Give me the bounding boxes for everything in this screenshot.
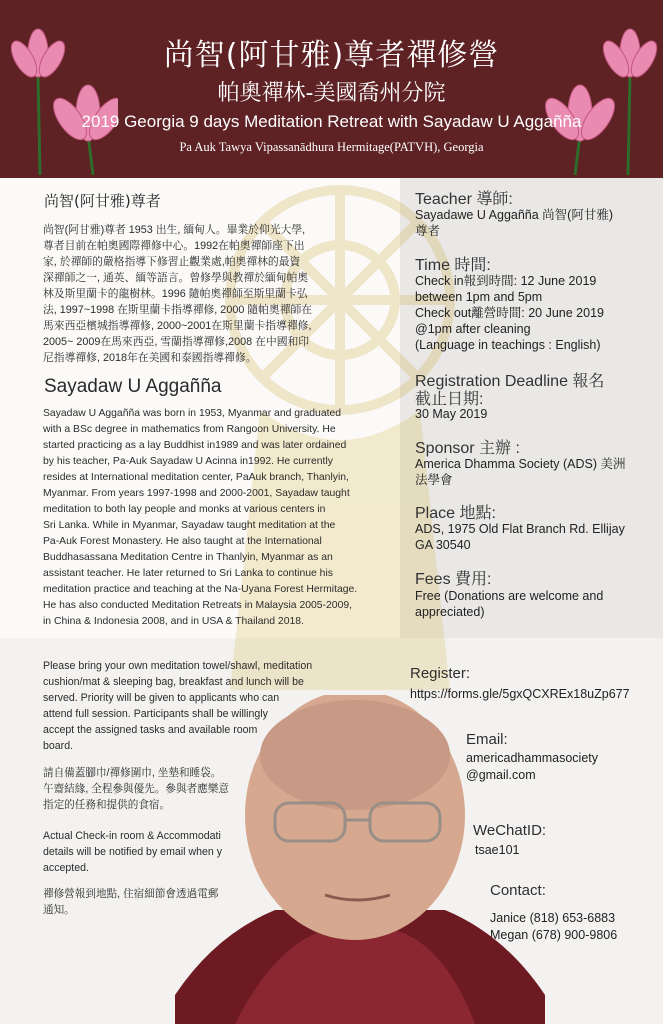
bio-zh-heading: 尚智(阿甘雅)尊者: [44, 192, 161, 210]
bio-en-line: Pa-Auk Forest Monastery. He also taught at the International: [43, 536, 322, 547]
contact-line: Megan (678) 900-9806: [490, 928, 618, 942]
wechat-heading: WeChatID:: [473, 822, 547, 839]
time-line: @1pm after cleaning: [415, 322, 531, 336]
time-line: (Language in teachings : English): [415, 338, 601, 352]
notes-en1-line: board.: [43, 740, 74, 752]
contact-line: Janice (818) 653-6883: [490, 911, 616, 925]
bio-zh-line: 家, 於禪師的嚴格指導下修習止觀業處,帕奧禪林的最資: [43, 256, 301, 268]
bio-en-line: Sri Lanka. While in Myanmar, Sayadaw taught meditation at the: [43, 520, 336, 531]
deadline-heading-line1: Registration Deadline 報名: [415, 373, 605, 390]
bio-en-line: with a BSc degree in mathematics from Rangoon University. He: [43, 424, 336, 435]
notes-zh1-line: 指定的任務和提供的食宿。: [43, 799, 171, 811]
teacher-line: Sayadawe U Aggañña 尚智(阿甘雅): [415, 208, 614, 222]
hermitage-name: Pa Auk Tawya Vipassanādhura Hermitage(PATVH), Georgia: [179, 140, 484, 154]
bio-en-line: assistant teacher. He later returned to Sri Lanka to continue his: [43, 568, 333, 579]
bio-en-line: meditation to both lay people and monks at various centers in: [43, 504, 326, 515]
bio-zh-line: 尊者目前在帕奧國際禪修中心。1992在帕奧禪師座下出: [43, 240, 305, 252]
fees-line: Free (Donations are welcome and: [415, 589, 604, 603]
time-line: between 1pm and 5pm: [415, 290, 543, 304]
bio-en-line: Myanmar. From years 1997-1998 and 2000-2001, Sayadaw taught: [43, 488, 350, 499]
email-line: americadhammasociety: [466, 751, 598, 765]
teacher-heading: Teacher 導師:: [415, 191, 513, 208]
sponsor-text: [415, 456, 655, 488]
notes-en1-line: attend full session. Participants shall be willingly: [43, 708, 268, 720]
notes-zh2-line: 禪修營報到地點, 住宿細節會透過電郵: [43, 888, 219, 900]
notes-zh1-line: 午齋結緣, 全程參與優先。參與者應樂意: [43, 783, 229, 795]
notes-en2-line: accepted.: [43, 862, 89, 874]
bio-en-line: resides at International meditation center, PaAuk branch, Thanlyin,: [43, 472, 349, 483]
sayadaw-portrait: [175, 695, 545, 1024]
register-link[interactable]: https://forms.gle/5gxQCXREx18uZp677: [410, 687, 630, 701]
bio-zh-line: 馬來西亞檳城指導禪修, 2000~2001在斯里蘭卡指導禪修,: [43, 320, 312, 332]
bio-en-line: by his teacher, Pa-Auk Sayadaw U Acinna in1992. He currently: [43, 456, 333, 467]
bio-en-line: Sayadaw U Aggañña was born in 1953, Myanmar and graduated: [43, 408, 342, 419]
bio-zh-line: 尚智(阿甘雅)尊者 1953 出生, 緬甸人。畢業於仰光大學,: [43, 224, 306, 236]
bio-en-line: Buddhasassana Meditation Centre in Thanlyin, Myanmar as an: [43, 552, 333, 563]
sponsor-line: America Dhamma Society (ADS) 美洲: [415, 457, 626, 471]
bio-zh-line: 2005~ 2009在馬來西亞, 雪蘭指導禪修,2008 在中國和印: [43, 336, 310, 348]
time-text: [415, 273, 655, 353]
place-text: [415, 521, 655, 553]
teacher-line: 尊者: [415, 224, 441, 238]
bio-zh-line: 尼指導禪修, 2018年在美國和泰國指導禪修。: [43, 352, 257, 364]
fees-text: [415, 588, 655, 620]
sponsor-heading: Sponsor 主辦 :: [415, 440, 520, 457]
wechat-value: tsae101: [475, 843, 520, 857]
notes-en1-line: Please bring your own meditation towel/shawl, meditation: [43, 660, 313, 672]
notes-en2-line: Actual Check-in room & Accommodati: [43, 830, 221, 842]
deadline-value: 30 May 2019: [415, 407, 488, 421]
fees-line: appreciated): [415, 605, 485, 619]
bio-en-line: started practicing as a lay Buddhist in1989 and was later ordained: [43, 440, 347, 451]
bio-zh-line: 林及斯里蘭卡的龍樹林。1996 隨帕奧禪師至斯里蘭卡弘: [43, 288, 308, 300]
page-subtitle: 帕奧禪林-美國喬州分院: [217, 81, 446, 106]
notes-en1-line: cushion/mat & sleeping bag, breakfast and lunch will be: [43, 676, 304, 688]
email-line: @gmail.com: [466, 768, 536, 782]
place-line: ADS, 1975 Old Flat Branch Rd. Ellijay: [415, 522, 625, 536]
english-title: 2019 Georgia 9 days Meditation Retreat with Sayadaw U Aggañña: [81, 112, 582, 131]
notes-en1-line: served. Priority will be given to applicants who can: [43, 692, 280, 704]
bio-en-line: in China & Indonesia 2008, and in USA & Thailand 2018.: [43, 616, 304, 627]
notes-zh2-line: 通知。: [43, 904, 75, 916]
place-heading: Place 地點:: [415, 505, 496, 522]
bio-en-paragraph: [43, 406, 393, 630]
email-heading: Email:: [466, 731, 508, 748]
notes-zh1-line: 請自備蓋腳巾/禪修圍巾, 坐墊和睡袋。: [43, 767, 222, 779]
contact-heading: Contact:: [490, 882, 546, 899]
bio-zh-line: 法, 1997~1998 在斯里蘭卡指導禪修, 2000 隨帕奧禪師在: [43, 304, 313, 316]
bio-zh-paragraph: [43, 222, 393, 366]
bio-zh-line: 深禪師之一, 通英、緬等語言。曾修學與教禪於緬甸帕奧: [43, 272, 309, 284]
bio-en-line: He has also conducted Meditation Retreats in Malaysia 2005-2009,: [43, 600, 353, 611]
header-banner: [0, 0, 663, 178]
fees-heading: Fees 費用:: [415, 571, 492, 588]
time-line: Check out離營時間: 20 June 2019: [415, 306, 604, 320]
place-line: GA 30540: [415, 538, 471, 552]
notes-en2-line: details will be notified by email when y: [43, 846, 223, 858]
notes-en1-line: accept the assigned tasks and available room: [43, 724, 258, 736]
register-heading: Register:: [410, 665, 471, 682]
time-line: Check in報到時間: 12 June 2019: [415, 274, 597, 288]
deadline-heading-line2: 截止日期:: [415, 391, 484, 408]
page-title: 尚智(阿甘雅)尊者禪修營: [163, 38, 500, 73]
bio-en-line: meditation practice and teaching at the Na-Uyana Forest Hermitage.: [43, 584, 358, 595]
time-heading: Time 時間:: [415, 257, 491, 274]
sponsor-line: 法學會: [415, 473, 453, 487]
teacher-text: [415, 207, 655, 239]
bio-en-heading: Sayadaw U Aggañña: [44, 376, 222, 397]
